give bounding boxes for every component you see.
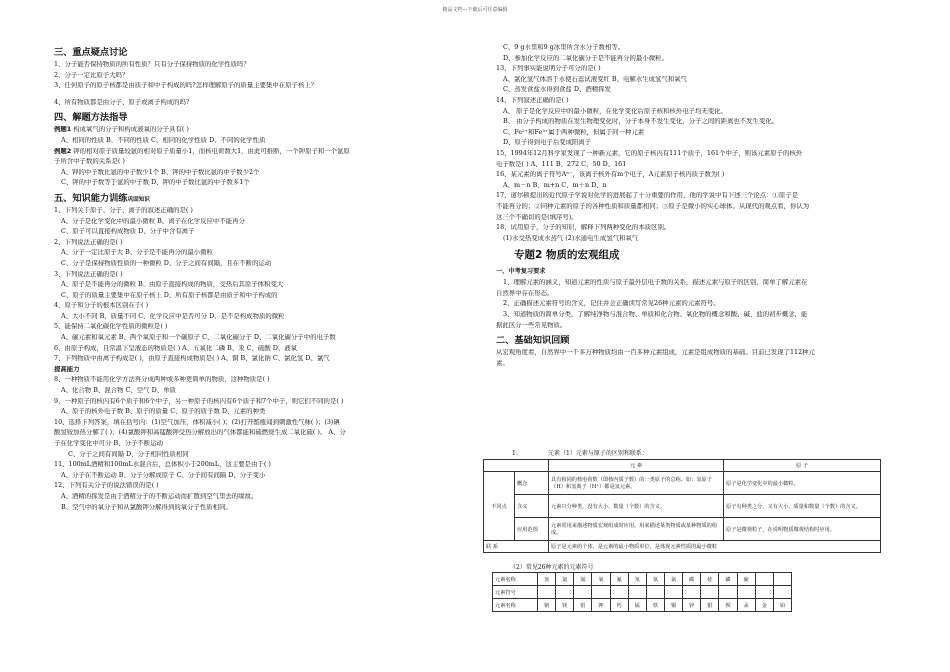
line-text: 2、分子一定比原子大吗？: [54, 71, 129, 79]
line-text: 3、下列说法正确的是( ): [54, 270, 123, 278]
text-line: [54, 179, 462, 190]
table2-cell: 氟: [610, 573, 628, 586]
table1-link-label: 联 系: [484, 541, 549, 553]
text-line: [496, 171, 896, 182]
line-text: 16、某元素的离子符号Aⁿ⁻，该离子核外有m个电子，A元素原子核内质子数为( ): [496, 171, 725, 179]
table2-cell: 金: [755, 599, 773, 612]
heading-text: 五、知识能力训练: [54, 192, 128, 204]
text-line: [54, 472, 462, 483]
text-line: [54, 461, 462, 472]
table2-cell: [664, 586, 682, 599]
heading-text: 三、重点疑点讨论: [54, 47, 128, 58]
table2-cell: [773, 586, 791, 599]
text-line: [496, 192, 896, 203]
table2-cell: [755, 573, 773, 586]
text-line: [496, 139, 896, 150]
subsection-heading: 一、中考复习要求: [496, 268, 546, 276]
table2-cell: [628, 586, 646, 599]
table2-cell: [574, 586, 592, 599]
table2-cell: 氮: [574, 573, 592, 586]
text-line: [496, 235, 896, 246]
text-line: [496, 76, 896, 87]
text-line: [54, 345, 462, 356]
line-text: 14、下列叙述正确的是( ): [496, 96, 569, 104]
text-line: [54, 504, 462, 515]
heading-text: 四、解题方法指导: [54, 112, 128, 124]
text-line: [54, 292, 462, 303]
text-line: [54, 126, 462, 137]
table2-cell: 锰: [628, 599, 646, 612]
line-text: A、碳元素和氧元素 B、两个氧原子和一个碳原子 C、二氧化碳分子 D、二氧化碳分子中的电子数: [61, 334, 336, 342]
text-line: [496, 55, 896, 66]
table1-caption-number: 1、: [512, 450, 522, 457]
table2-cell: [556, 586, 574, 599]
line-text: A、m－n B、m+n C、m＋n D、n: [503, 181, 607, 189]
text-line: [54, 137, 462, 148]
table2-caption: （2）常见26种元素的元素符号: [510, 564, 594, 571]
text-line: [496, 300, 896, 311]
line-text: C、蒸发食盐水得到食盐 D、酒精挥发: [503, 86, 611, 94]
line-text: D、原子得到电子后变成阳离子: [503, 139, 592, 147]
page-header: 精品文档---下载后可任意编辑: [442, 7, 508, 13]
line-text: 8、一种物质不能用化学方法再分成两种或多种更简单的物质，这种物质是( ): [54, 376, 270, 384]
text-line: [54, 218, 462, 229]
line-text: 1、理解元素的涵义，知道元素的性质与原子最外层电子数的关系，描述元素与原子的区别，简单了解元素在: [503, 279, 808, 287]
text-line: [496, 108, 896, 119]
heading-suffix: 巩固知识: [127, 196, 150, 203]
table1-cell: 原子是化学变化中的最小微粒。: [724, 472, 881, 495]
left-column: [54, 44, 462, 514]
table1-cell: 具有相同的核电荷数（即核内质子数）的一类原子的总称。如：氢原子（H）和氢离子（H⁺）都是氢元素。: [549, 472, 724, 495]
table2-cell: 钡: [719, 599, 737, 612]
text-line: [54, 334, 462, 345]
line-text: 9、一种原子的核内有6个质子和6个中子，另一种原子的核内有6个质子和7个中子，则它们不同的是( ): [54, 397, 344, 405]
text-line: [54, 249, 462, 260]
text-line: [54, 302, 462, 313]
text-line: [54, 72, 462, 83]
table2-cell: 锌: [683, 599, 701, 612]
text-line: [496, 279, 896, 290]
example-label: 例题1: [54, 126, 72, 134]
line-text: D、参加化学反应的二氧化碳分子是不能再分的最小微粒。: [503, 54, 668, 62]
line-text: 1、分子能否保持物质的所有性质？只有分子保持物质的化学性质吗？: [54, 61, 250, 68]
line-text: A、化合物 B、混合物 C、空气 D、单质: [61, 387, 176, 395]
line-text: A、原子是不能再分的微粒 B、由原子直接构成的物质，受热后其原子体积变大: [61, 281, 284, 289]
line-text: 1、下列关于原子、分子、离子的叙述正确的是( ): [54, 206, 193, 214]
text-line: [54, 355, 462, 366]
line-text: A、氯化氢气体溶于水使石蕊试液变红 B、电解水生成氢气和氧气: [503, 75, 687, 83]
table2-cell: 铁: [646, 599, 664, 612]
table2-cell: 氧: [592, 573, 610, 586]
text-line: [496, 224, 896, 235]
table2-row-label: 元素名称: [493, 573, 538, 586]
table2-cell: 氢: [538, 573, 556, 586]
text-line: [54, 281, 462, 292]
table2-cell: 钾: [592, 599, 610, 612]
text-line: [54, 207, 462, 218]
text-line: [496, 322, 896, 333]
table1-cell: 元素常用来描述物质宏观组成时应用。用来描述某类物质或某种物质的组成。: [549, 518, 724, 541]
text-line: [54, 158, 462, 169]
text-line: [496, 311, 896, 322]
table2-cell: [755, 586, 773, 599]
line-text: A、原子的核外电子数 B、原子的质量 C、原子的质子数 D、元素的种类: [61, 408, 266, 416]
text-line: [54, 61, 462, 72]
line-text: A、分子在不断运动 B、分子分解成原子 C、分子间有间隔 D、分子变小: [61, 471, 266, 479]
line-text: 17、道尔顿提出的近代原子学说对化学的进展起了十分重要的作用，他的学说中有下述三个论点：①原子是: [496, 192, 799, 200]
text-line: [496, 214, 896, 225]
text-line: [54, 493, 462, 504]
text-line: [496, 349, 896, 360]
text-line: [54, 398, 462, 409]
line-text: 4、原子和分子的根本区别在于( ): [54, 302, 149, 310]
text-line: [54, 260, 462, 271]
table2-cell: 氩: [646, 573, 664, 586]
table2-cell: [773, 573, 791, 586]
text-line: [496, 360, 896, 371]
line-text: 子在化学变化中可分 B、分子不断运动: [54, 440, 163, 447]
text-line: [496, 182, 896, 193]
table1-head-atom: 原 子: [724, 460, 881, 472]
table2-row-label: 元素符号: [493, 586, 538, 599]
section-heading: [496, 332, 896, 349]
text-line: [54, 323, 462, 334]
subheading: 提高能力: [54, 365, 80, 373]
line-text: B、 由分子构成的物质在发生物理变化时，分子本身不发生变化，分子之间的距离也不发生变化。: [503, 118, 779, 126]
section-heading: [54, 44, 462, 61]
line-text: 构成氧气的分子和构成液氧的分子具有( ): [71, 126, 189, 134]
text-line: [54, 429, 462, 440]
table1-head-element: 元 素: [549, 460, 724, 472]
line-text: 6、由原子构成，且常温下呈液态的物质是( ) A、五氧化二磷 B、汞 C、硫酸 D、液氧: [54, 344, 298, 352]
line-text: 素。: [496, 359, 509, 367]
line-text: 钾的相对原子质量较氩的相对原子质量小1，而核电荷数大1，由此可推断，一个钾原子和一个氩原: [71, 147, 350, 155]
line-text: C、钾的中子数等于氩的中子数 D、钾的中子数比氩的中子数多1个: [61, 179, 250, 187]
line-text: 电子数是( ) A、111 B、272 C、50 D、161: [496, 160, 627, 168]
line-text: 13、下列事实能说明分子可分的是( ): [496, 65, 601, 73]
text-line: [54, 99, 462, 110]
text-line: [54, 451, 462, 462]
table2-cell: 氖: [628, 573, 646, 586]
line-text: 3、知道物质的简单分类，了解纯净物与混合物、单质和化合物、氧化物的概念和酸、碱、盐的初步概念，能: [503, 311, 808, 319]
text-line: [496, 150, 896, 161]
line-text: A、分子一定比原子大 B、分子是不能再分的最小微粒: [61, 249, 213, 257]
line-text: 不能再分的；②同种元素的原子的各种性质和质量都相同；③原子是微小的实心球体。从现代的观点看，你认为: [496, 202, 810, 210]
text-line: [496, 203, 896, 214]
table2-cell: 铜: [664, 599, 682, 612]
line-text: 酸氢铵加热分解了( )；(4)氯酸钾和高锰酸钾受热分解放出的气体都能和硫燃烧生成二氧化硫( )。 A、分: [54, 429, 346, 437]
line-text: A、钾的中子数比氩的中子数少1个 B、钾的中子数比氩的中子数少2个: [61, 168, 260, 176]
table1-row-label: 含义: [515, 495, 549, 518]
line-text: 这三个不确切的是(填序号)。: [496, 213, 578, 221]
line-text: C、原子可以直接构成物质 D、分子中含有离子: [61, 228, 195, 236]
table2-cell: 磷: [719, 573, 737, 586]
text-line: [496, 44, 896, 55]
text-line: [496, 65, 896, 76]
table1-caption: 元素（1）元素与原子的区别和联系：: [548, 450, 648, 457]
line-text: 4、所有物质都是由分子、原子或离子构成的吗?: [54, 98, 190, 106]
table2-cell: [719, 586, 737, 599]
line-text: 10、选择下列答案，填在括号内：(1)空气加压，体积减小( )；(2)打开酷瓶闻到刺激性气味( )；(3)碘: [54, 418, 340, 426]
line-text: 自然界中存在形态。: [496, 289, 554, 297]
table2-cell: 氦: [556, 573, 574, 586]
line-text: C、分子之间有间隔 D、分子相同性质相同: [68, 450, 189, 458]
text-line: [54, 313, 462, 324]
table1-cell: 元素只分种类，没有大小、数量（个数）的含义。: [549, 495, 724, 518]
line-text: 18、试用原子，分子的知识，解释下列两种变化的本质区别。: [496, 224, 671, 232]
line-text: 据此区分一些常见物质。: [496, 321, 567, 329]
line-text: A、 原子是化学反应中的最小微粒，在化学变化后原子核和核外电子均无变化。: [503, 107, 727, 115]
table2-cell: [646, 586, 664, 599]
line-text: 7、下列物质中由离子构成是( )，由原子直接构成物质是( ) A、铜 B、氯化钠 C、氯化氢 D、氯气: [54, 355, 330, 363]
table1-group-label: 不同点: [484, 472, 515, 541]
text-line: [496, 97, 896, 108]
line-text: 15、1994年12月科学家发现了一种新元素，它的原子核内有111个质子，161个中子，则该元素原子的核外: [496, 149, 803, 157]
line-text: 2、正确描述元素符号的含义，记住并会正确读写常见26种元素的元素符号。: [503, 300, 720, 308]
line-text: C、原子的质量主要集中在原子核上 D、所有原子核都是由质子和中子构成的: [61, 291, 278, 299]
line-text: C、9 g水里和9 g冰里所含水分子数相等。: [503, 44, 625, 51]
table2-cell: 硅: [701, 573, 719, 586]
table2-cell: [737, 586, 755, 599]
text-line: [54, 239, 462, 250]
text-line: [496, 118, 896, 129]
text-line: [54, 228, 462, 239]
line-text: 12、下列有关分子的说法错误的是( ): [54, 482, 159, 490]
section-heading: [54, 190, 462, 207]
table1-cell: 原子是微观粒子，在说明物质微观结构时应用。: [724, 518, 881, 541]
example-label: 例题2: [54, 147, 72, 155]
text-line: [496, 161, 896, 172]
text-line: [54, 148, 462, 159]
table2-cell: 镁: [556, 599, 574, 612]
section-heading: [54, 109, 462, 126]
table2-cell: 铝: [574, 599, 592, 612]
table2-cell: 钠: [538, 599, 556, 612]
table2-cell: 铂: [773, 599, 791, 612]
element-atom-table: [483, 459, 881, 553]
table1-row-label: 概念: [515, 472, 549, 495]
table2-row-label: 元素名称: [493, 599, 538, 612]
text-line: [54, 408, 462, 419]
text-line: [496, 129, 896, 140]
line-text: C、Fe²⁺和Fe³⁺属于两种微粒，但属于同一种元素: [503, 128, 645, 136]
line-text: A、酒精的挥发是由于酒精分子的不断运动而扩散到空气里去的缘故。: [61, 492, 258, 500]
table2-cell: 银: [701, 599, 719, 612]
line-text: C、分子是保持物质性质的一种微粒 D、分子之间有间隔，且在不断的运动: [61, 259, 272, 267]
table2-cell: [538, 586, 556, 599]
element-symbol-table: [492, 572, 792, 612]
text-line: [54, 82, 462, 93]
table1-cell: 原子有种类之分，又有大小、质量和数量（个数）的含义。: [724, 495, 881, 518]
line-text: 11、100mL酒精和100mL水混合后，总体积小于200mL，这主要是由于( ): [54, 461, 271, 469]
text-line: [54, 419, 462, 430]
text-line: [54, 169, 462, 180]
heading-text: 二、基础知识回顾: [496, 335, 570, 347]
text-line: [54, 376, 462, 387]
table1-link-text: 原子是元素的个体，是元素的最小物质单位，是体现元素性质的最小微粒: [549, 541, 881, 553]
text-line: [54, 387, 462, 398]
line-text: A、大小不同 B、质量不同 C、化学反应中是否可分 D、是不是构成物质的微粒: [61, 312, 285, 320]
table2-cell: [683, 586, 701, 599]
line-text: 3、任何原子的原子核都是由质子和中子构成的吗?怎样理解原子的质量主要集中在原子核上？: [54, 82, 318, 90]
line-text: A、相同的性质 B、不同的性质 C、相同的化学性质 D、不同的化学性质: [61, 136, 266, 144]
table2-cell: 碳: [683, 573, 701, 586]
text-line: [496, 86, 896, 97]
line-text: 2、下列说法正确的是( ): [54, 238, 123, 246]
table2-cell: [701, 586, 719, 599]
table2-cell: 硫: [737, 573, 755, 586]
right-column: [496, 44, 896, 370]
line-text: 5、能保持二氧化碳化学性质的微粒是( ): [54, 323, 168, 331]
table2-cell: 氯: [664, 573, 682, 586]
table2-cell: 钙: [610, 599, 628, 612]
topic-title: 专题2 物质的宏观组成: [514, 249, 620, 262]
table2-cell: [610, 586, 628, 599]
text-line: [54, 482, 462, 493]
line-text: 从宏观角度看，自然界中一千多万种物质均由一百多种元素组成，元素是组成物质的基础。目前已发现了112种元: [496, 349, 815, 357]
text-line: [496, 290, 896, 301]
table2-cell: [592, 586, 610, 599]
text-line: [54, 271, 462, 282]
text-line: [54, 440, 462, 451]
table2-cell: 汞: [737, 599, 755, 612]
table1-row-label: 应用范围: [515, 518, 549, 541]
line-text: B、空气中的氧分子和从氯酸钾分解得到的氧分子性质相同。: [61, 503, 232, 511]
line-text: (1)水受热变成水蒸气 (2)水通电生成氢气和氧气: [503, 234, 639, 242]
line-text: 子所含中子数的关系是( ): [54, 158, 125, 166]
line-text: A、分子是化学变化中的最小微粒 B、离子在化学反应中不能再分: [61, 217, 245, 225]
